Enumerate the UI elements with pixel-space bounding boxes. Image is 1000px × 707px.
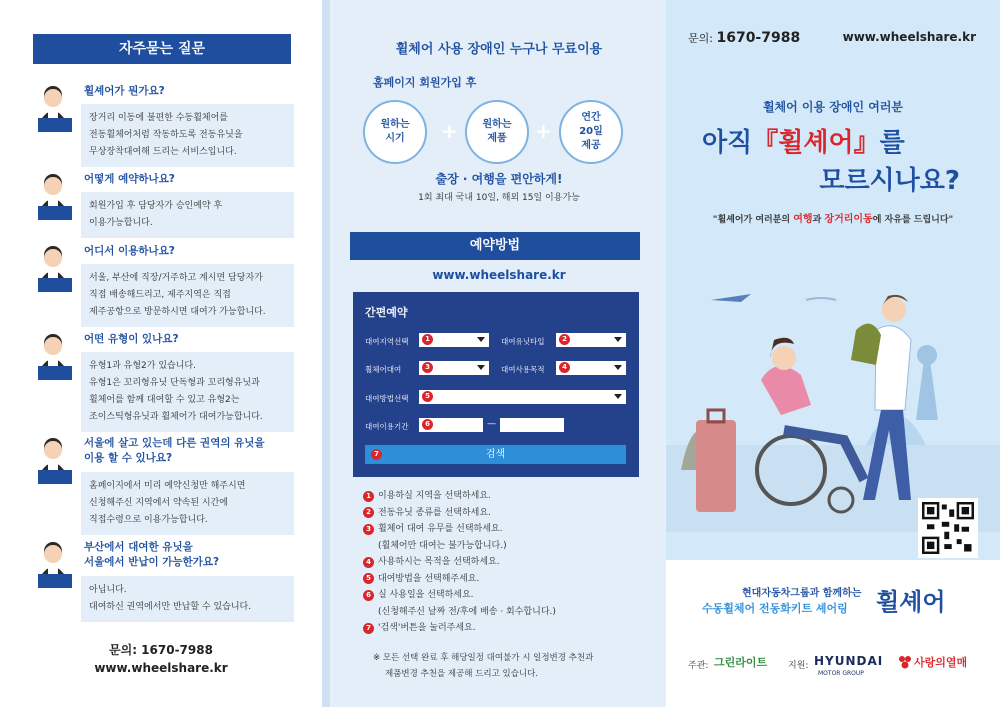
answer-line: 장거리 이동에 불편한 수동휠체어를 [89,113,228,123]
footnote: ※ 모든 선택 완료 후 해당일정 대여불가 시 일정변경 추천과 제품변경 추천을 제공해 드리고 있습니다. [373,653,594,679]
form-title: 간편예약 [365,306,408,319]
method-label: 대여방법선택 [365,394,409,403]
answer-line: 직접 배송해드리고, 제주지역은 직접 [89,290,231,300]
answer-line: 유형1과 유형2가 있습니다. [89,361,196,371]
faq-question: 어디서 이용하나요? [84,245,175,257]
answer-line: 휠체어를 함께 대여할 수 있고 유형2는 [89,395,240,405]
faq-answer [81,264,294,327]
free-use-title: 휠체어 사용 장애인 누구나 무료이용 [395,42,603,57]
brand-partner-line: 현대자동차그룹과 함께하는 [742,588,862,599]
brand-service-line: 수동휠체어 전동화키트 셰어링 [702,602,848,615]
host-label: 주관: [688,661,709,671]
faq-question: 어떻게 예약하나요? [84,173,175,185]
love-fruit-logo: 사랑의열매 [914,656,968,669]
step-item: 5 대여방법을 선택해주세요. [363,571,653,588]
qr-code-icon[interactable] [918,498,978,558]
agent-icon [36,244,76,296]
period-label: 대여이용기간 [365,422,409,431]
faq-question: 휠셰어가 뭔가요? [84,85,165,97]
step-item: 1 이용하실 지역을 선택하세요. [363,488,653,505]
faq-question [84,540,219,570]
benefit-circle-days: 연간 20일 제공 [559,100,623,164]
agent-icon [36,436,76,488]
answer-line: 이용가능합니다. [89,218,153,228]
answer-line: 아닙니다. [89,585,127,595]
answer-line: 신청해주신 지역에서 약속된 시간에 [89,498,228,508]
wheelchair-select[interactable]: 3 [419,361,489,375]
wheelchair-label: 휠체어대여 [365,365,402,374]
faq-answer [81,104,294,167]
answer-line: 직접수령으로 이용가능합니다. [89,515,208,525]
chevron-down-icon [614,394,622,399]
faq-answer [81,576,294,622]
cover-headline-1: 아직『휠셰어』를 [702,128,905,158]
benefit-circle-product: 원하는 제품 [465,100,529,164]
reservation-steps [363,488,653,637]
plus-icon: + [535,119,552,143]
plus-icon: + [441,119,458,143]
answer-line: 제주공항으로 방문하시면 대여가 가능합니다. [89,307,266,317]
brand-logo-text: 휠셰어 [876,588,946,616]
purpose-select[interactable]: 4 [556,361,626,375]
faq-title: 자주묻는 질문 [33,34,291,64]
region-label: 대여지역선택 [365,337,409,346]
cover-headline-2: 모르시나요? [819,166,960,196]
quick-reservation-form [353,292,639,477]
hyundai-logo-sub: MOTOR GROUP [818,670,864,677]
question-line: 서울에 살고 있는데 다른 권역의 유닛을 [84,437,265,449]
start-date-input[interactable]: 6 [419,418,483,432]
answer-line: 홈페이지에서 미리 예약신청만 해주시면 [89,481,246,491]
faq-answer [81,352,294,432]
chevron-down-icon [477,365,485,370]
method-select[interactable]: 5 [419,390,626,404]
chevron-down-icon [477,337,485,342]
reservation-title: 예약방법 [350,232,640,260]
host-logo: 그린라이트 [714,656,768,669]
search-button[interactable]: 7 검색 [365,445,626,464]
end-date-input[interactable] [500,418,564,432]
unit-type-select[interactable]: 2 [556,333,626,347]
faq-url[interactable]: www.wheelshare.kr [94,661,228,675]
question-line: 이용 할 수 있나요? [84,452,173,464]
step-item: 7 '검색'버튼을 눌러주세요. [363,620,653,637]
reservation-url[interactable]: www.wheelshare.kr [432,268,566,282]
cover-contact: 문의: 1670-7988 [688,30,801,46]
travel-highlight: 출장 · 여행을 편안하게! [435,172,563,186]
purpose-label: 대여사용목적 [501,365,545,374]
faq-answer [81,472,294,535]
sponsor-label: 지원: [788,661,809,671]
cover-url[interactable]: www.wheelshare.kr [842,30,976,44]
step-item: 6 실 사용일을 선택하세요. [363,587,653,604]
usage-limit-note: 1회 최대 국내 10일, 해외 15일 이용가능 [418,193,580,203]
step-item: 4 사용하시는 목적을 선택하세요. [363,554,653,571]
answer-line: 전동휠체어처럼 작동하도록 전동유닛을 [89,130,243,140]
answer-line: 조이스틱형유닛과 휠체어가 대여가능합니다. [89,412,263,422]
agent-icon [36,172,76,224]
cover-subheading: 휠체어 이용 장애인 여러분 [762,100,904,114]
faq-question: 어떤 유형이 있나요? [84,333,179,345]
faq-answer [81,192,294,238]
step-item: (휠체어만 대여는 불가능합니다.) [378,540,507,551]
answer-line: 유형1은 꼬리형유닛 단독형과 꼬리형유닛과 [89,378,260,388]
question-line: 부산에서 대여한 유닛을 [84,541,193,553]
step-item: 2 전동유닛 종류를 선택하세요. [363,505,653,522]
chevron-down-icon [614,365,622,370]
region-select[interactable]: 1 [419,333,489,347]
answer-line: 회원가입 후 담당자가 승인예약 후 [89,201,223,211]
faq-panel [0,0,330,707]
step-item: 3 휠체어 대여 유무를 선택하세요. [363,521,653,538]
agent-icon [36,540,76,592]
cover-tagline: "휠셰어가 여러분의 여행과 장거리이동에 자유를 드립니다" [712,214,954,225]
answer-line: 대여하신 권역에서만 반납할 수 있습니다. [89,602,252,612]
step-item: (신청해주신 날짜 전/후에 배송 · 회수합니다.) [378,606,556,617]
signup-subtitle: 홈페이지 회원가입 후 [373,76,477,89]
brand-section [666,560,1000,707]
agent-icon [36,84,76,136]
date-range-dash: — [487,419,496,429]
faq-contact: 문의: 1670-7988 [109,643,213,657]
reservation-panel [333,0,665,707]
agent-icon [36,332,76,384]
cover-panel [666,0,1000,707]
benefit-circle-time: 원하는 시기 [363,100,427,164]
chevron-down-icon [614,337,622,342]
question-line: 서울에서 반납이 가능한가요? [84,556,220,568]
answer-line: 무상장착대여해 드리는 서비스입니다. [89,147,237,157]
answer-line: 서울, 부산에 직장/거주하고 계시면 담당자가 [89,273,263,283]
travel-illustration [666,270,1000,532]
fruit-logo-icon [898,654,912,670]
unit-type-label: 대여유닛타입 [501,337,545,346]
hyundai-logo: HYUNDAI [814,654,884,668]
faq-question [84,436,265,466]
